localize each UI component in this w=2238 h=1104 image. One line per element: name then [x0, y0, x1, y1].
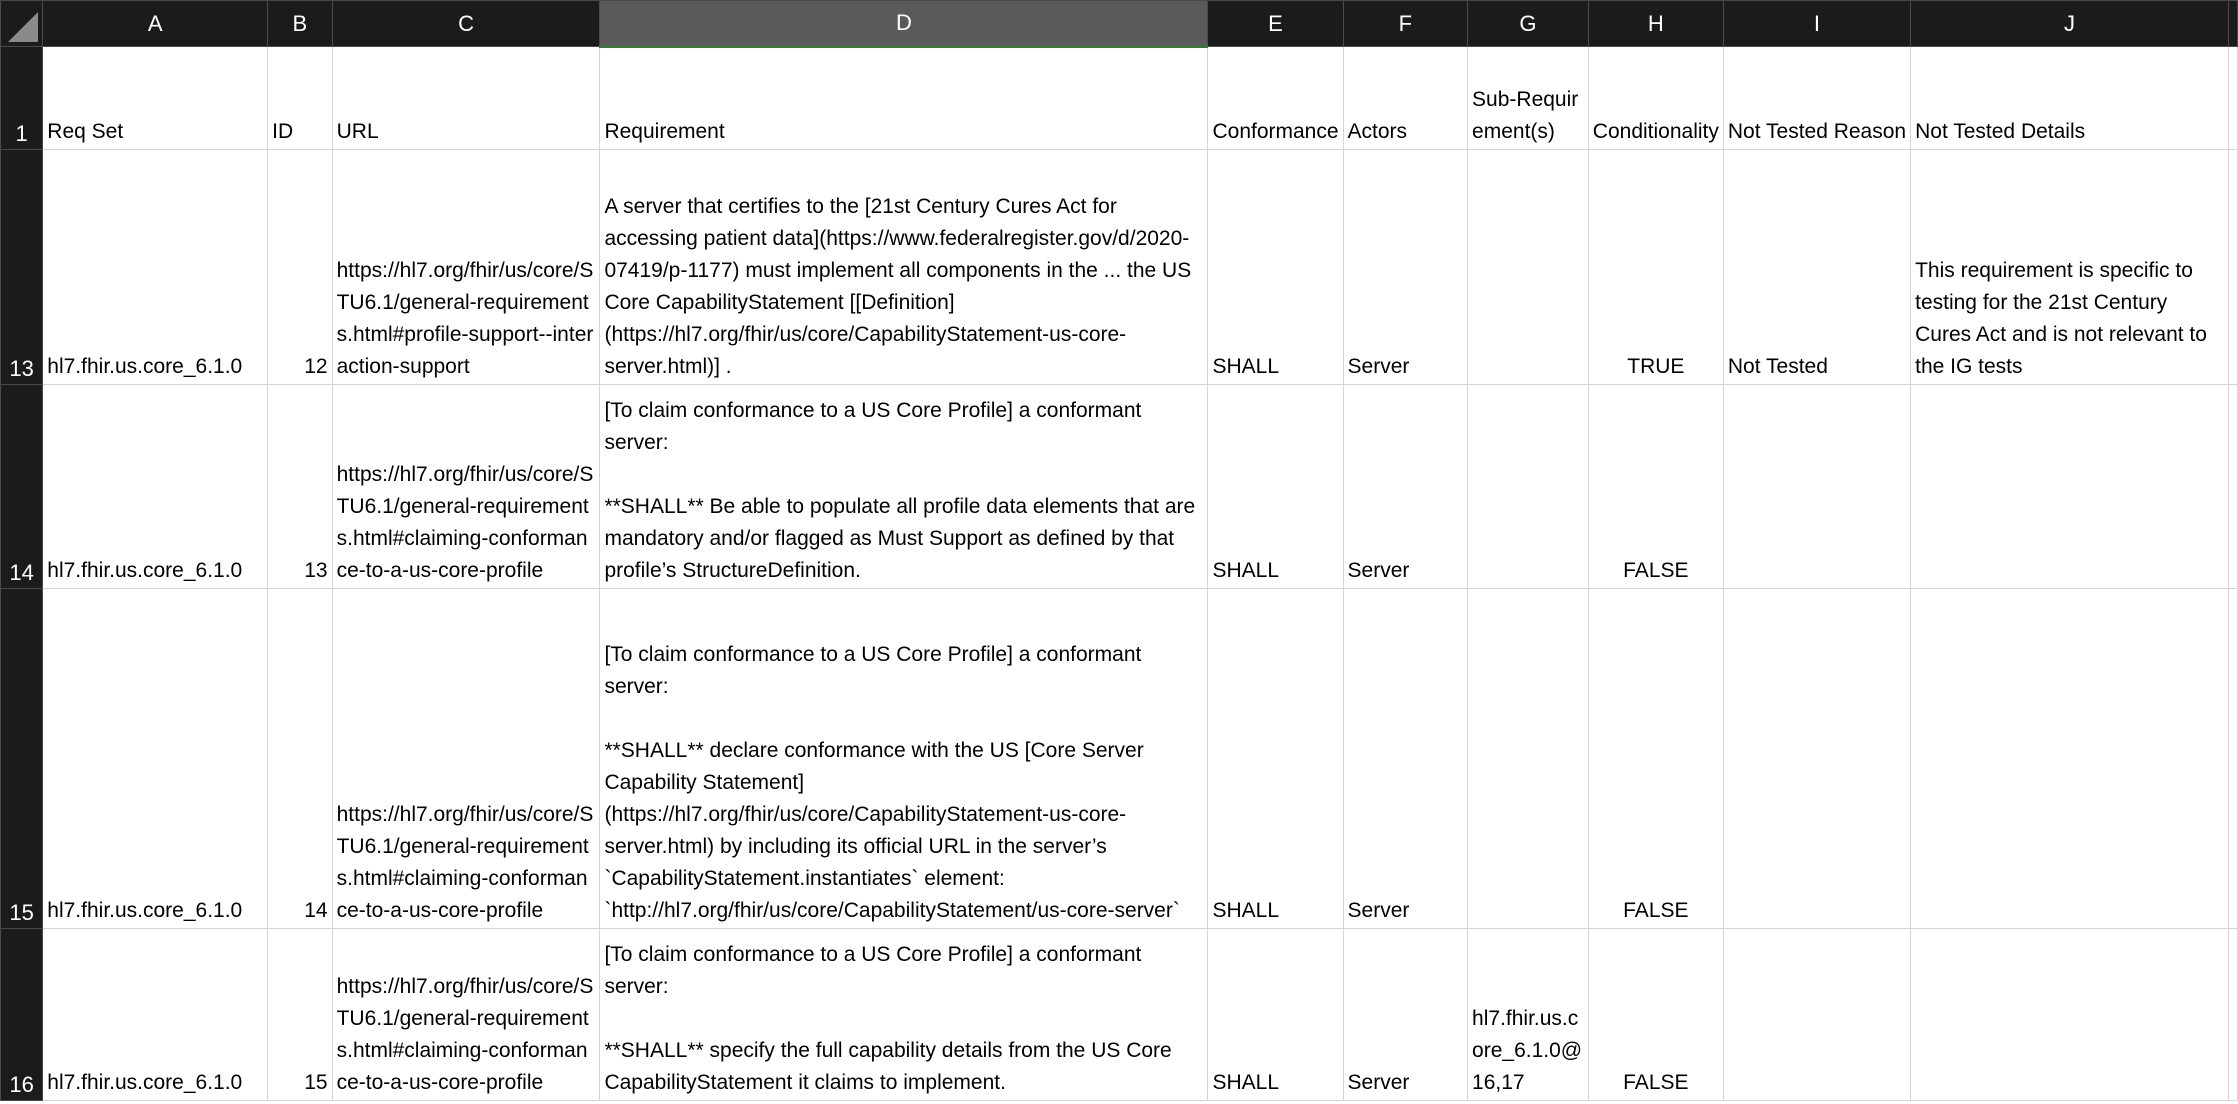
- column-header-f[interactable]: F: [1343, 1, 1468, 47]
- cell-sub-requirements[interactable]: hl7.fhir.us.core_6.1.0@16,17: [1468, 929, 1589, 1101]
- cell-sub-requirements[interactable]: [1468, 589, 1589, 929]
- cell-conditionality[interactable]: FALSE: [1588, 385, 1723, 589]
- cell-actors[interactable]: Server: [1343, 385, 1468, 589]
- cell-requirement[interactable]: [To claim conformance to a US Core Profile] a conformant server: **SHALL** Be able to populate all profile data elements that are mandatory and/or flagged as Must Support as defined by that profile’s StructureDefinition.: [600, 385, 1208, 589]
- column-header-j[interactable]: J: [1911, 1, 2229, 47]
- select-all-icon: [8, 12, 38, 42]
- cell-header-requirement[interactable]: Requirement: [600, 47, 1208, 150]
- cell-req-set[interactable]: hl7.fhir.us.core_6.1.0: [43, 589, 268, 929]
- cell-requirement[interactable]: [To claim conformance to a US Core Profile] a conformant server: **SHALL** specify the full capability details from the US Core CapabilityStatement it claims to implement.: [600, 929, 1208, 1101]
- cell-partial[interactable]: [2228, 150, 2237, 385]
- cell-partial[interactable]: [2228, 385, 2237, 589]
- row-header[interactable]: 15: [1, 589, 43, 929]
- cell-header-req-set[interactable]: Req Set: [43, 47, 268, 150]
- cell-conformance[interactable]: SHALL: [1208, 385, 1343, 589]
- column-header-k-partial[interactable]: [2228, 1, 2237, 47]
- column-header-h[interactable]: H: [1588, 1, 1723, 47]
- cell-not-tested-reason[interactable]: [1723, 929, 1910, 1101]
- cell-header-conditionality[interactable]: Conditionality: [1588, 47, 1723, 150]
- cell-header-actors[interactable]: Actors: [1343, 47, 1468, 150]
- column-header-a[interactable]: A: [43, 1, 268, 47]
- cell-actors[interactable]: Server: [1343, 150, 1468, 385]
- row-header[interactable]: 1: [1, 47, 43, 150]
- cell-conditionality[interactable]: FALSE: [1588, 589, 1723, 929]
- table-row: [1, 929, 2238, 1101]
- row-header[interactable]: 16: [1, 929, 43, 1101]
- cell-id[interactable]: 15: [268, 929, 332, 1101]
- cell-not-tested-details[interactable]: [1911, 929, 2229, 1101]
- cell-header-id[interactable]: ID: [268, 47, 332, 150]
- cell-requirement[interactable]: A server that certifies to the [21st Century Cures Act for accessing patient data](https://www.federalregister.gov/d/2020-07419/p-1177) must implement all components in the ... the US Core CapabilityStatement [[Definition](https://hl7.org/fhir/us/core/CapabilityStatement-us-core-server.html)] .: [600, 150, 1208, 385]
- cell-id[interactable]: 14: [268, 589, 332, 929]
- cell-conformance[interactable]: SHALL: [1208, 929, 1343, 1101]
- cell-req-set[interactable]: hl7.fhir.us.core_6.1.0: [43, 150, 268, 385]
- cell-header-url[interactable]: URL: [332, 47, 600, 150]
- cell-not-tested-details[interactable]: [1911, 589, 2229, 929]
- column-header-e[interactable]: E: [1208, 1, 1343, 47]
- cell-partial[interactable]: [2228, 47, 2237, 150]
- column-header-d[interactable]: D: [600, 1, 1208, 47]
- cell-url[interactable]: https://hl7.org/fhir/us/core/STU6.1/general-requirements.html#claiming-conformance-to-a-us-core-profile: [332, 929, 600, 1101]
- cell-conformance[interactable]: SHALL: [1208, 589, 1343, 929]
- cell-conditionality[interactable]: TRUE: [1588, 150, 1723, 385]
- cell-not-tested-details[interactable]: This requirement is specific to testing for the 21st Century Cures Act and is not relevant to the IG tests: [1911, 150, 2229, 385]
- column-header-b[interactable]: B: [268, 1, 332, 47]
- cell-conditionality[interactable]: FALSE: [1588, 929, 1723, 1101]
- cell-header-conformance[interactable]: Conformance: [1208, 47, 1343, 150]
- cell-req-set[interactable]: hl7.fhir.us.core_6.1.0: [43, 385, 268, 589]
- cell-partial[interactable]: [2228, 589, 2237, 929]
- cell-header-not-tested-details[interactable]: Not Tested Details: [1911, 47, 2229, 150]
- cell-sub-requirements[interactable]: [1468, 150, 1589, 385]
- table-row: [1, 47, 2238, 150]
- cell-url[interactable]: https://hl7.org/fhir/us/core/STU6.1/general-requirements.html#claiming-conformance-to-a-us-core-profile: [332, 385, 600, 589]
- cell-header-not-tested-reason[interactable]: Not Tested Reason: [1723, 47, 1910, 150]
- row-header[interactable]: 13: [1, 150, 43, 385]
- table-row: [1, 385, 2238, 589]
- cell-not-tested-reason[interactable]: [1723, 589, 1910, 929]
- cell-actors[interactable]: Server: [1343, 589, 1468, 929]
- cell-not-tested-details[interactable]: [1911, 385, 2229, 589]
- table-row: [1, 589, 2238, 929]
- cell-not-tested-reason[interactable]: Not Tested: [1723, 150, 1910, 385]
- cell-requirement[interactable]: [To claim conformance to a US Core Profile] a conformant server: **SHALL** declare conformance with the US [Core Server Capability Statement](https://hl7.org/fhir/us/core/CapabilityStatement-us-core-server.html) by including its official URL in the server’s `CapabilityStatement.instantiates` element: `http://hl7.org/fhir/us/core/CapabilityStatement/us-core-server`: [600, 589, 1208, 929]
- cell-header-sub-requirements[interactable]: Sub-Requirement(s): [1468, 47, 1589, 150]
- column-header-g[interactable]: G: [1468, 1, 1589, 47]
- cell-conformance[interactable]: SHALL: [1208, 150, 1343, 385]
- cell-id[interactable]: 12: [268, 150, 332, 385]
- cell-url[interactable]: https://hl7.org/fhir/us/core/STU6.1/general-requirements.html#claiming-conformance-to-a-us-core-profile: [332, 589, 600, 929]
- cell-sub-requirements[interactable]: [1468, 385, 1589, 589]
- cell-partial[interactable]: [2228, 929, 2237, 1101]
- cell-url[interactable]: https://hl7.org/fhir/us/core/STU6.1/general-requirements.html#profile-support--interaction-support: [332, 150, 600, 385]
- cell-actors[interactable]: Server: [1343, 929, 1468, 1101]
- cell-not-tested-reason[interactable]: [1723, 385, 1910, 589]
- table-row: [1, 150, 2238, 385]
- column-header-row: [1, 1, 2238, 47]
- column-header-c[interactable]: C: [332, 1, 600, 47]
- row-header[interactable]: 14: [1, 385, 43, 589]
- column-header-i[interactable]: I: [1723, 1, 1910, 47]
- select-all-corner[interactable]: [1, 1, 43, 47]
- cell-id[interactable]: 13: [268, 385, 332, 589]
- cell-req-set[interactable]: hl7.fhir.us.core_6.1.0: [43, 929, 268, 1101]
